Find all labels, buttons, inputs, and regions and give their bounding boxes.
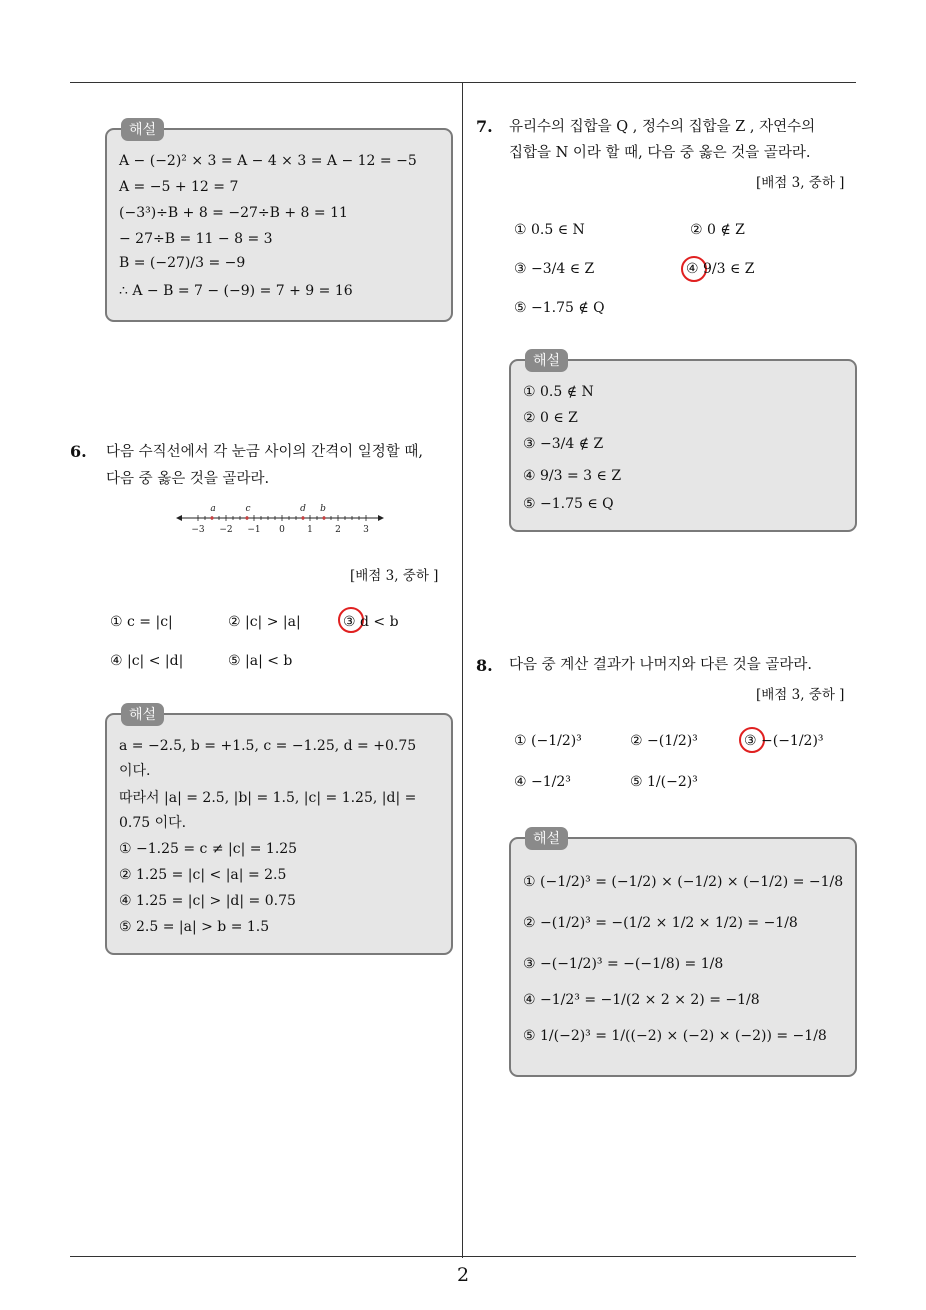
solution-line: ② 0 ∈ Z xyxy=(523,410,578,426)
solution-line: ② −(1/2)³ = −(1/2 × 1/2 × 1/2) = −1/8 xyxy=(523,915,798,931)
tick-label: −1 xyxy=(247,525,261,535)
solution-tag: 해설 xyxy=(525,349,568,372)
question-7-text-line1: 유리수의 집합을 Q , 정수의 집합을 Z , 자연수의 xyxy=(509,119,816,135)
solution-line: ② 1.25 = |c| < |a| = 2.5 xyxy=(119,867,287,883)
q8-option-4[interactable]: ④ −1/2³ xyxy=(514,774,571,790)
tick-label: 3 xyxy=(363,525,369,535)
q8-option-1[interactable]: ① (−1/2)³ xyxy=(514,733,582,749)
tick-label: 2 xyxy=(335,525,341,535)
q7-option-4[interactable]: ④ 9/3 ∈ Z xyxy=(686,261,755,277)
solution-line: ④ 1.25 = |c| > |d| = 0.75 xyxy=(119,893,296,909)
solution-line: (−3³)÷B + 8 = −27÷B + 8 = 11 xyxy=(119,205,348,221)
q6-option-2[interactable]: ② |c| > |a| xyxy=(228,614,301,630)
solution-line: ④ 9/3 = 3 ∈ Z xyxy=(523,468,622,484)
q6-option-3[interactable]: ③ d < b xyxy=(343,614,399,630)
solution-line: a = −2.5, b = +1.5, c = −1.25, d = +0.75 xyxy=(119,738,417,754)
point-label-d: d xyxy=(300,504,306,514)
solution-line: ∴ A − B = 7 − (−9) = 7 + 9 = 16 xyxy=(119,283,353,299)
question-8-score: [배점 3, 중하 ] xyxy=(756,687,845,703)
question-8-text: 다음 중 계산 결과가 나머지와 다른 것을 골라라. xyxy=(509,657,813,673)
solution-box-q7 xyxy=(509,353,857,532)
q7-option-5[interactable]: ⑤ −1.75 ∉ Q xyxy=(514,300,605,316)
bottom-rule xyxy=(70,1256,856,1257)
number-line-figure xyxy=(176,500,386,540)
question-number-7: 7. xyxy=(476,117,493,136)
solution-box-q8 xyxy=(509,831,857,1077)
arrow-right-icon xyxy=(378,515,384,521)
q7-option-3[interactable]: ③ −3/4 ∈ Z xyxy=(514,261,595,277)
solution-box-q6 xyxy=(105,707,453,955)
question-number-6: 6. xyxy=(70,442,87,461)
column-divider xyxy=(462,83,463,1258)
solution-line: ⑤ −1.75 ∈ Q xyxy=(523,496,614,512)
q6-option-4[interactable]: ④ |c| < |d| xyxy=(110,653,184,669)
solution-box-q5 xyxy=(105,122,453,322)
solution-tag: 해설 xyxy=(121,703,164,726)
solution-line: − 27÷B = 11 − 8 = 3 xyxy=(119,231,273,247)
tick-label: −3 xyxy=(191,525,205,535)
solution-line: ③ −3/4 ∉ Z xyxy=(523,436,604,452)
point-label-c: c xyxy=(245,504,251,514)
page-number: 2 xyxy=(456,1264,470,1286)
question-number-8: 8. xyxy=(476,656,493,675)
tick-label: −2 xyxy=(219,525,233,535)
q6-option-1[interactable]: ① c = |c| xyxy=(110,614,173,630)
tick-label: 1 xyxy=(307,525,313,535)
solution-line: B = (−27)/3 = −9 xyxy=(119,255,246,271)
point-label-a: a xyxy=(210,504,216,514)
q7-option-1[interactable]: ① 0.5 ∈ N xyxy=(514,222,585,238)
q8-option-3[interactable]: ③ −(−1/2)³ xyxy=(744,733,824,749)
solution-line: ⑤ 1/(−2)³ = 1/((−2) × (−2) × (−2)) = −1/8 xyxy=(523,1028,827,1044)
q8-option-5[interactable]: ⑤ 1/(−2)³ xyxy=(630,774,698,790)
q6-option-5[interactable]: ⑤ |a| < b xyxy=(228,653,293,669)
solution-line: 따라서 |a| = 2.5, |b| = 1.5, |c| = 1.25, |d| = xyxy=(119,790,417,806)
solution-line: 0.75 이다. xyxy=(119,815,187,831)
q8-option-2[interactable]: ② −(1/2)³ xyxy=(630,733,698,749)
solution-line: ① −1.25 = c ≠ |c| = 1.25 xyxy=(119,841,298,857)
solution-tag: 해설 xyxy=(121,118,164,141)
point-label-b: b xyxy=(320,504,326,514)
arrow-left-icon xyxy=(176,515,182,521)
question-7-text-line2: 집합을 N 이라 할 때, 다음 중 옳은 것을 골라라. xyxy=(509,145,811,161)
solution-line: ③ −(−1/2)³ = −(−1/8) = 1/8 xyxy=(523,956,724,972)
q7-option-2[interactable]: ② 0 ∉ Z xyxy=(690,222,745,238)
question-6-text-line1: 다음 수직선에서 각 눈금 사이의 간격이 일정할 때, xyxy=(106,444,424,460)
question-6-text-line2: 다음 중 옳은 것을 골라라. xyxy=(106,471,270,487)
top-rule xyxy=(70,82,856,83)
tick-label: 0 xyxy=(279,525,285,535)
solution-line: A − (−2)² × 3 = A − 4 × 3 = A − 12 = −5 xyxy=(119,153,417,169)
question-7-score: [배점 3, 중하 ] xyxy=(756,175,845,191)
solution-line: ① (−1/2)³ = (−1/2) × (−1/2) × (−1/2) = −1/8 xyxy=(523,874,844,890)
solution-line: ① 0.5 ∉ N xyxy=(523,384,594,400)
solution-line: ⑤ 2.5 = |a| > b = 1.5 xyxy=(119,919,270,935)
solution-line: ④ −1/2³ = −1/(2 × 2 × 2) = −1/8 xyxy=(523,992,760,1008)
solution-line: A = −5 + 12 = 7 xyxy=(119,179,239,195)
solution-tag: 해설 xyxy=(525,827,568,850)
solution-line: 이다. xyxy=(119,763,151,779)
question-6-score: [배점 3, 중하 ] xyxy=(350,568,439,584)
